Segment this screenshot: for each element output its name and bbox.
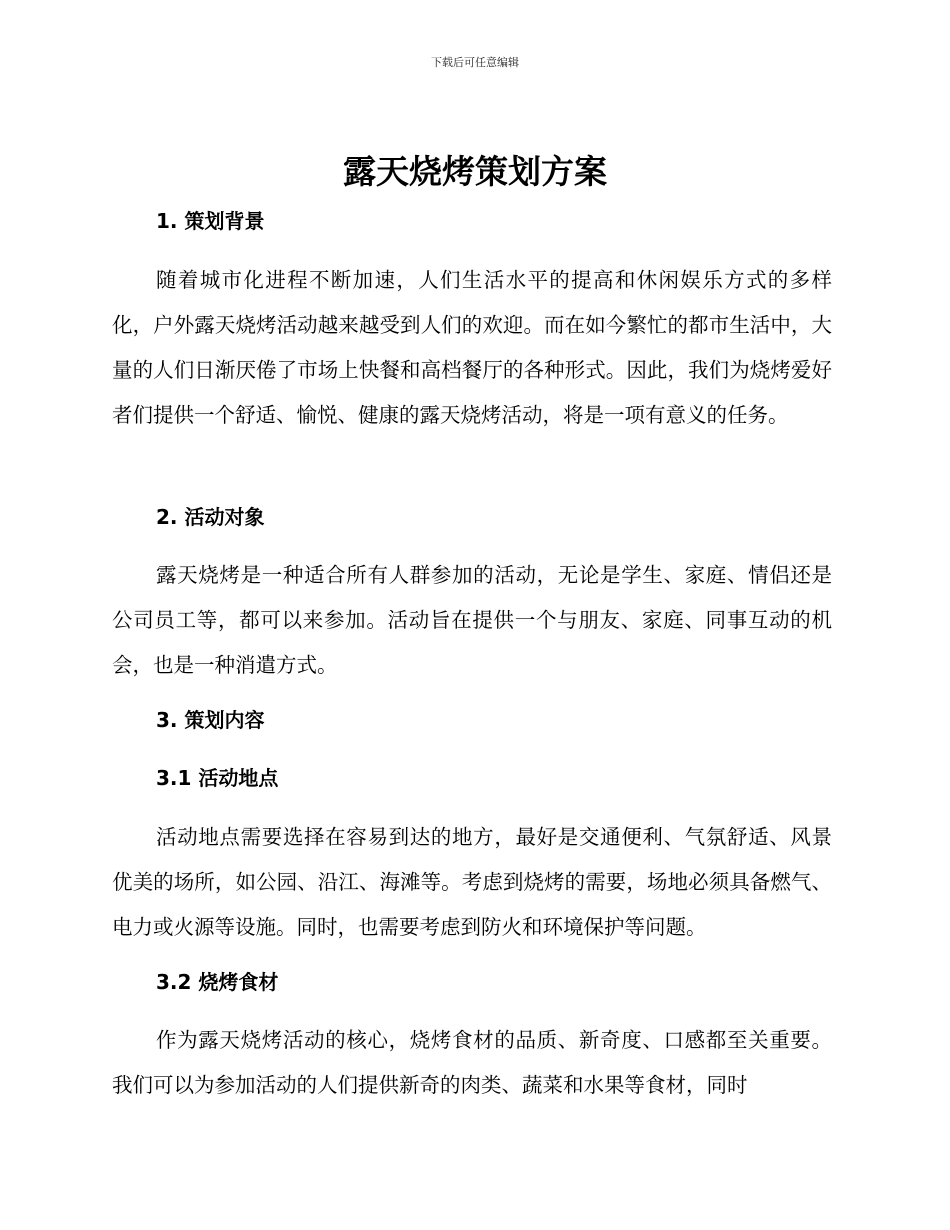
section-body-background: 随着城市化进程不断加速，人们生活水平的提高和休闲娱乐方式的多样化，户外露天烧烤活动越来越受到人们的欢迎。而在如今繁忙的都市生活中，大量的人们日渐厌倦了市场上快餐和高档餐厅的各种形式。因此，我们为烧烤爱好者们提供一个舒适、愉悦、健康的露天烧烤活动，将是一项有意义的任务。	[112, 268, 832, 427]
document-title: 露天烧烤策划方案	[343, 152, 607, 191]
section-heading-venue: 3.1 活动地点	[156, 766, 279, 790]
section-body-ingredients: 作为露天烧烤活动的核心，烧烤食材的品质、新奇度、口感都至关重要。我们可以为参加活动的人们提供新奇的肉类、蔬菜和水果等食材，同时	[112, 1028, 832, 1097]
section-body-venue: 活动地点需要选择在容易到达的地方，最好是交通便利、气氛舒适、风景优美的场所，如公园、沿江、海滩等。考虑到烧烤的需要，场地必须具备燃气、电力或火源等设施。同时，也需要考虑到防火和环境保护等问题。	[112, 825, 832, 939]
section-heading-ingredients: 3.2 烧烤食材	[156, 970, 279, 994]
section-heading-content: 3. 策划内容	[156, 708, 265, 732]
section-heading-background: 1. 策划背景	[156, 209, 265, 233]
section-heading-audience: 2. 活动对象	[156, 505, 265, 529]
header-note: 下载后可任意编辑	[431, 56, 519, 69]
section-body-audience: 露天烧烤是一种适合所有人群参加的活动，无论是学生、家庭、情侣还是公司员工等，都可以来参加。活动旨在提供一个与朋友、家庭、同事互动的机会，也是一种消遣方式。	[112, 563, 832, 677]
